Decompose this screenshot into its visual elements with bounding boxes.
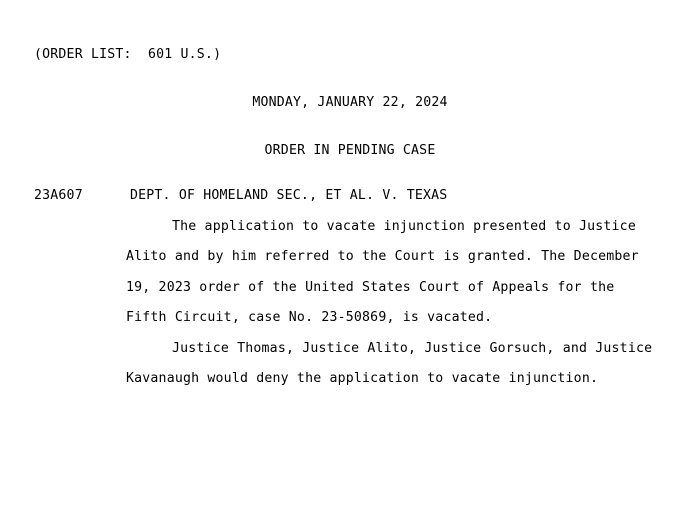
document-date: MONDAY, JANUARY 22, 2024 <box>252 95 448 110</box>
paragraph-line: 19, 2023 order of the United States Court of Appeals for the <box>126 280 615 295</box>
section-title: ORDER IN PENDING CASE <box>264 143 436 158</box>
paragraph-line: Justice Thomas, Justice Alito, Justice Gorsuch, and Justice <box>172 341 653 356</box>
paragraph-line: Alito and by him referred to the Court is granted. The December <box>126 249 639 264</box>
order-list-header: (ORDER LIST: 601 U.S.) <box>34 47 222 62</box>
paragraph-line: The application to vacate injunction presented to Justice <box>172 219 636 234</box>
paragraph-line: Fifth Circuit, case No. 23-50869, is vacated. <box>126 310 493 325</box>
paragraph-line: Kavanaugh would deny the application to vacate injunction. <box>126 371 599 386</box>
case-title: DEPT. OF HOMELAND SEC., ET AL. V. TEXAS <box>130 188 448 203</box>
case-number: 23A607 <box>34 188 83 203</box>
